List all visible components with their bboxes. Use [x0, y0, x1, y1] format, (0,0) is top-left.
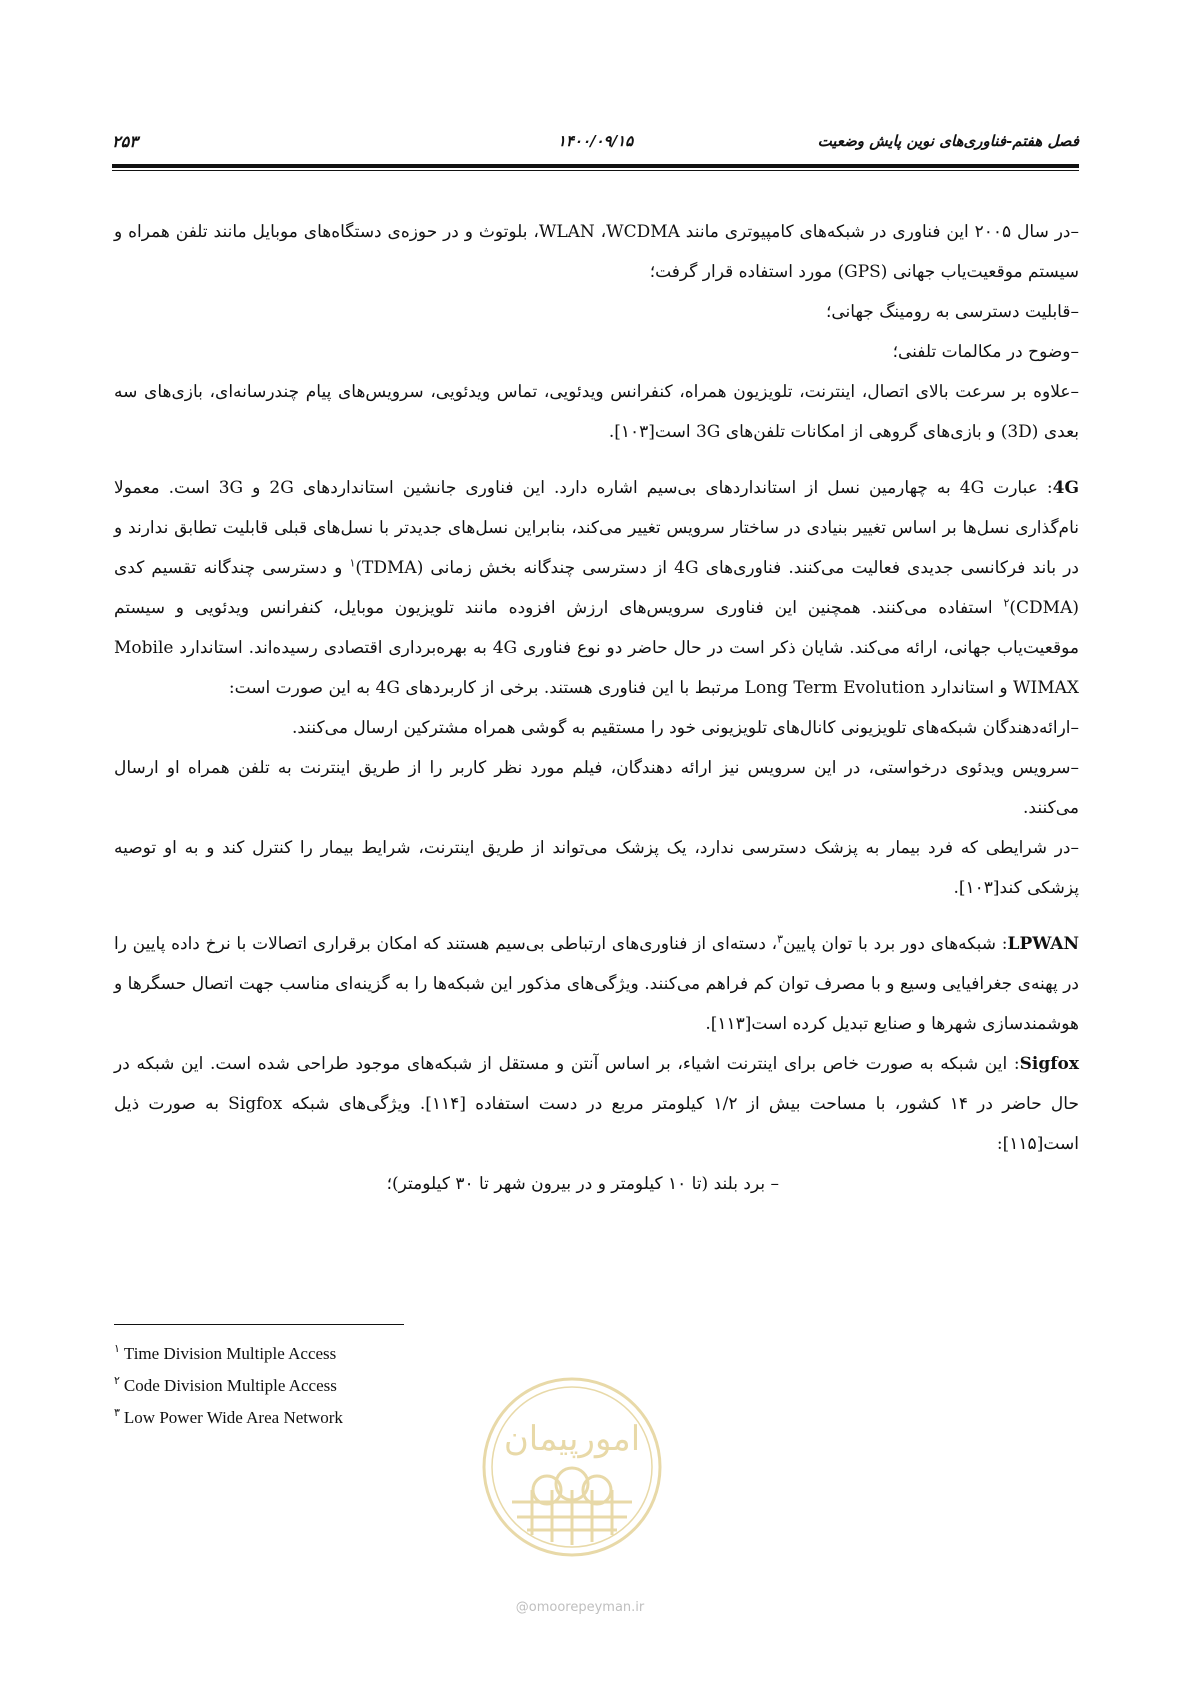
term-4g: 4G: [1052, 478, 1079, 498]
paragraph-text: و دسترسی چندگانه تقسیم کدی (CDMA): [114, 558, 1079, 618]
paragraph-text: استفاده می‌کنند. همچنین این فناوری سرویس‌های ارزش افزوده مانند تلویزیون موبایل، کنفرانس ویدئویی و سیستم موقعیت‌یاب جهانی، ارائه می‌کند. شایان ذکر است در حال حاضر دو نوع فناوری 4G به بهره‌برداری اقتصادی رسیده‌اند. استاندارد Mobile WIMAX و استاندارد Long Term Evolution مرتبط با این فناوری هستند. برخی از کاربردهای 4G به این صورت است:: [114, 598, 1080, 698]
page-body: [114, 212, 1079, 1204]
footnote: [114, 1370, 343, 1402]
footnote-ref: ۲: [1003, 596, 1010, 610]
footnote-ref: ۳: [777, 932, 784, 946]
list-item: –در سال ۲۰۰۵ این فناوری در شبکه‌های کامپیوتری مانند WLAN ،WCDMA، بلوتوث و در حوزه‌ی دستگاه‌های موبایل مانند تلفن همراه و سیستم موقعیت‌یاب جهانی (GPS) مورد استفاده قرار گرفت؛: [114, 222, 1079, 282]
header-rule-thin: [112, 170, 1079, 171]
list-item: –سرویس ویدئوی درخواستی، در این سرویس نیز ارائه دهندگان، فیلم مورد نظر کاربر را از طریق اینترنت به تلفن همراه او ارسال می‌کنند.: [114, 758, 1079, 818]
list-item: –علاوه بر سرعت بالای اتصال، اینترنت، تلویزیون همراه، کنفرانس ویدئویی، تماس ویدئویی، سرویس‌های پیام چندرسانه‌ای، بازی‌های سه بعدی (3D) و بازی‌های گروهی از امکانات تلفن‌های 3G است[۱۰۳].: [114, 382, 1079, 442]
list-item: –در شرایطی که فرد بیمار به پزشک دسترسی ندارد، یک پزشک می‌تواند از طریق اینترنت، شرایط بیمار را کنترل کند و به او توصیه پزشکی کند[۱۰۳].: [114, 838, 1079, 898]
paragraph-text: : این شبکه به صورت خاص برای اینترنت اشیاء، بر اساس آنتن و مستقل از شبکه‌های موجود طراحی شده است. این شبکه در حال حاضر در ۱۴ کشور، با مساحت بیش از ۱/۲ کیلومتر مربع در دست استفاده [۱۱۴]. ویژگی‌های شبکه Sigfox به صورت ذیل است[۱۱۵]:: [114, 1054, 1079, 1154]
watermark-url: @omoorepeyman.ir: [515, 1600, 645, 1615]
paragraph-lpwan: [114, 924, 1079, 1044]
chapter-title: فصل هفتم-فناوری‌های نوین پایش وضعیت: [817, 132, 1079, 150]
list-item: –ارائه‌دهندگان شبکه‌های تلویزیونی کانال‌های تلویزیونی خود را مستقیم به گوشی همراه مشترکین ارسال می‌کنند.: [291, 718, 1079, 738]
footnote-text: Code Division Multiple Access: [123, 1376, 337, 1395]
footnote-text: Low Power Wide Area Network: [123, 1408, 343, 1427]
list-item: –وضوح در مکالمات تلفنی؛: [892, 342, 1079, 362]
term-sigfox: Sigfox: [1019, 1054, 1079, 1074]
paragraph-text: : عبارت 4G به چهارمین نسل از استانداردهای بی‌سیم اشاره دارد. این فناوری جانشین استانداردهای 2G و 3G است. معمولا نام‌گذاری نسل‌ها بر اساس تغییر بنیادی در ساختار سرویس تغییر می‌کند، بنابراین نسل‌های جدیدتر با نسل‌های قبلی قابلیت تطابق ندارند و در باند فرکانسی جدیدی فعالیت می‌کنند. فناوری‌های 4G از دسترسی چندگانه بخش زمانی (TDMA): [114, 478, 1079, 578]
footnote: [114, 1338, 343, 1370]
paragraph-sigfox: [114, 1044, 1079, 1164]
list-item: – برد بلند (تا ۱۰ کیلومتر و در بیرون شهر تا ۳۰ کیلومتر)؛: [386, 1174, 779, 1194]
term-lpwan: LPWAN: [1007, 934, 1079, 954]
watermark-logo-text: امورپیمان: [503, 1419, 641, 1459]
watermark-logo-icon: [472, 1372, 672, 1562]
paragraph-text: ، دسته‌ای از فناوری‌های ارتباطی بی‌سیم هستند که امکان برقراری اتصالات با نرخ داده پایین را در پهنه‌ی جغرافیایی وسیع و با مصرف توان کم فراهم می‌کنند. ویژگی‌های مذکور این شبکه‌ها را به گزینه‌ای مناسب جهت اتصال حسگرها و هوشمندسازی شهرها و صنایع تبدیل کرده است[۱۱۳].: [114, 934, 1079, 1034]
footnote-text: Time Division Multiple Access: [123, 1344, 337, 1363]
paragraph-text: : شبکه‌های دور برد با توان پایین: [783, 934, 1008, 954]
footnotes: [114, 1338, 343, 1434]
page-number: ۲۵۳: [112, 132, 138, 151]
footnote-number: ۳: [114, 1407, 120, 1420]
footnote-ref: ۱: [349, 556, 356, 570]
header-rule: [112, 164, 1079, 168]
page-header: [112, 124, 1079, 158]
footnote: [114, 1402, 343, 1434]
footnote-number: ۱: [114, 1343, 120, 1356]
footnote-number: ۲: [114, 1375, 120, 1388]
paragraph-4g: [114, 468, 1079, 708]
list-item: –قابلیت دسترسی به رومینگ جهانی؛: [825, 302, 1079, 322]
footnote-divider: [114, 1324, 404, 1325]
header-date: ۱۴۰۰/۰۹/۱۵: [557, 132, 634, 150]
